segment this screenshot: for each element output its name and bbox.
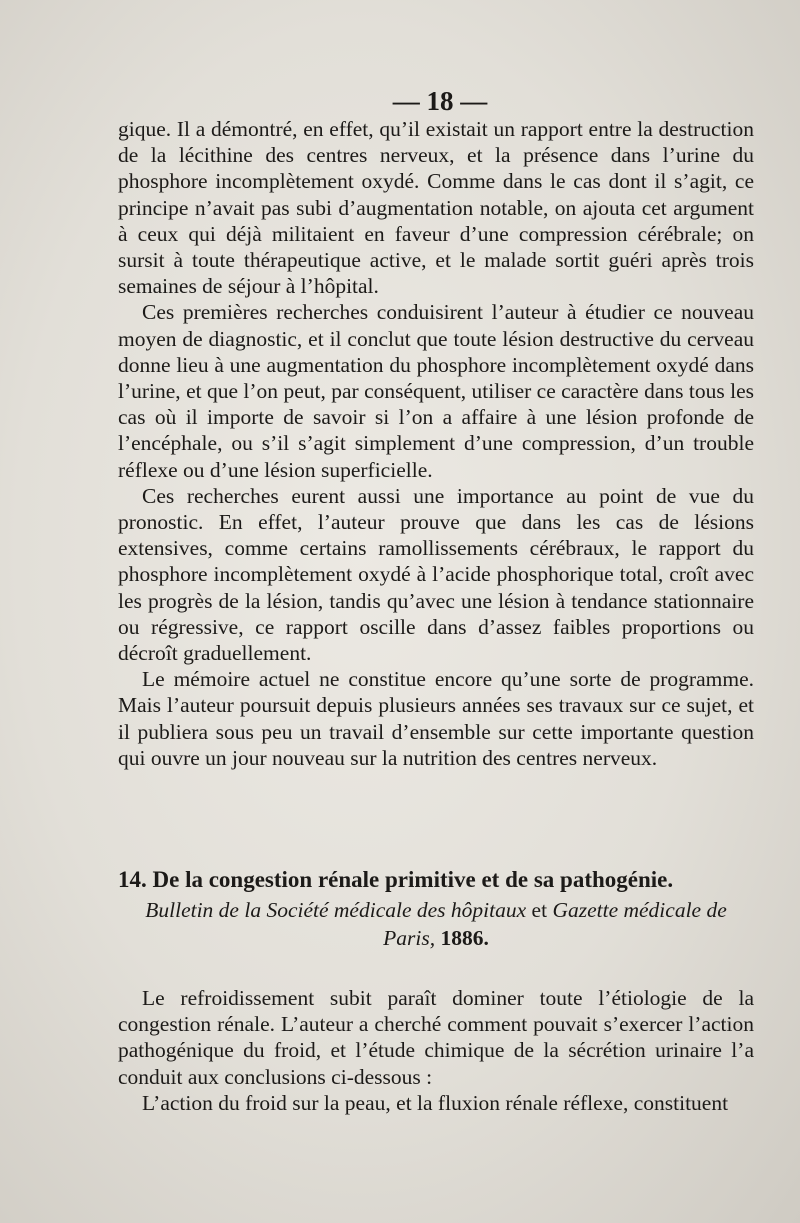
paragraph: Ces recherches eurent aussi une importance au point de vue du pronostic. En effet, l’auteur prouve que dans les cas de lésions extensives, comme certains ramollissements cérébraux, le rapport du phosphore incomplètement oxydé à l’acide phosphorique total, croît avec les progrès de la lésion, tandis qu’avec une lésion à tendance stationnaire ou régressive, ce rapport oscille dans d’assez faibles proportions ou décroît graduellement. <box>118 483 754 666</box>
section-14-body <box>118 985 754 1116</box>
citation-journal-1: Bulletin de la Société médicale des hôpitaux <box>145 898 527 922</box>
bibliographic-citation <box>118 896 754 952</box>
citation-journal-2: Gazette médicale de Paris, <box>383 898 727 950</box>
paragraph: Ces premières recherches conduisirent l’auteur à étudier ce nouveau moyen de diagnostic, et il conclut que toute lésion destructive du cerveau donne lieu à une augmentation du phosphore incomplètement oxydé dans l’urine, et que l’on peut, par conséquent, utiliser ce caractère dans tous les cas où il importe de savoir si l’on a affaire à une lésion profonde de l’encéphale, ou s’il s’agit simplement d’une compression, d’un trouble réflexe ou d’une lésion superficielle. <box>118 300 754 482</box>
citation-year: 1886. <box>435 926 489 950</box>
citation-connector: et <box>526 898 553 922</box>
paragraph: Le refroidissement subit paraît dominer toute l’étiologie de la congestion rénale. L’auteur a cherché comment pouvait s’exercer l’action pathogénique du froid, et l’étude chimique de la sécrétion urinaire l’a conduit aux conclusions ci-dessous : <box>118 986 754 1089</box>
paragraph: L’action du froid sur la peau, et la fluxion rénale réflexe, constituent <box>142 1090 729 1115</box>
continued-section-body <box>118 116 754 771</box>
paragraph: Le mémoire actuel ne constitue encore qu’une sorte de programme. Mais l’auteur poursuit depuis plusieurs années ses travaux sur ce sujet, et il publiera sous peu un travail d’ensemble sur cette importante question qui ouvre un jour nouveau sur la nutrition des centres nerveux. <box>118 667 754 770</box>
paragraph: gique. Il a démontré, en effet, qu’il existait un rapport entre la destruction de la lécithine des centres nerveux, et la présence dans l’urine du phosphore incomplètement oxydé. Comme dans le cas dont il s’agit, ce principe n’avait pas subi d’augmentation notable, on ajouta cet argument à ceux qui déjà militaient en faveur d’une compression cérébrale; on sursit à toute thérapeutique active, et le malade sortit guéri après trois semaines de séjour à l’hôpital. <box>118 117 754 299</box>
section-heading: 14. De la congestion rénale primitive et de sa pathogénie. <box>118 867 674 892</box>
page-number: — 18 — <box>392 86 488 116</box>
